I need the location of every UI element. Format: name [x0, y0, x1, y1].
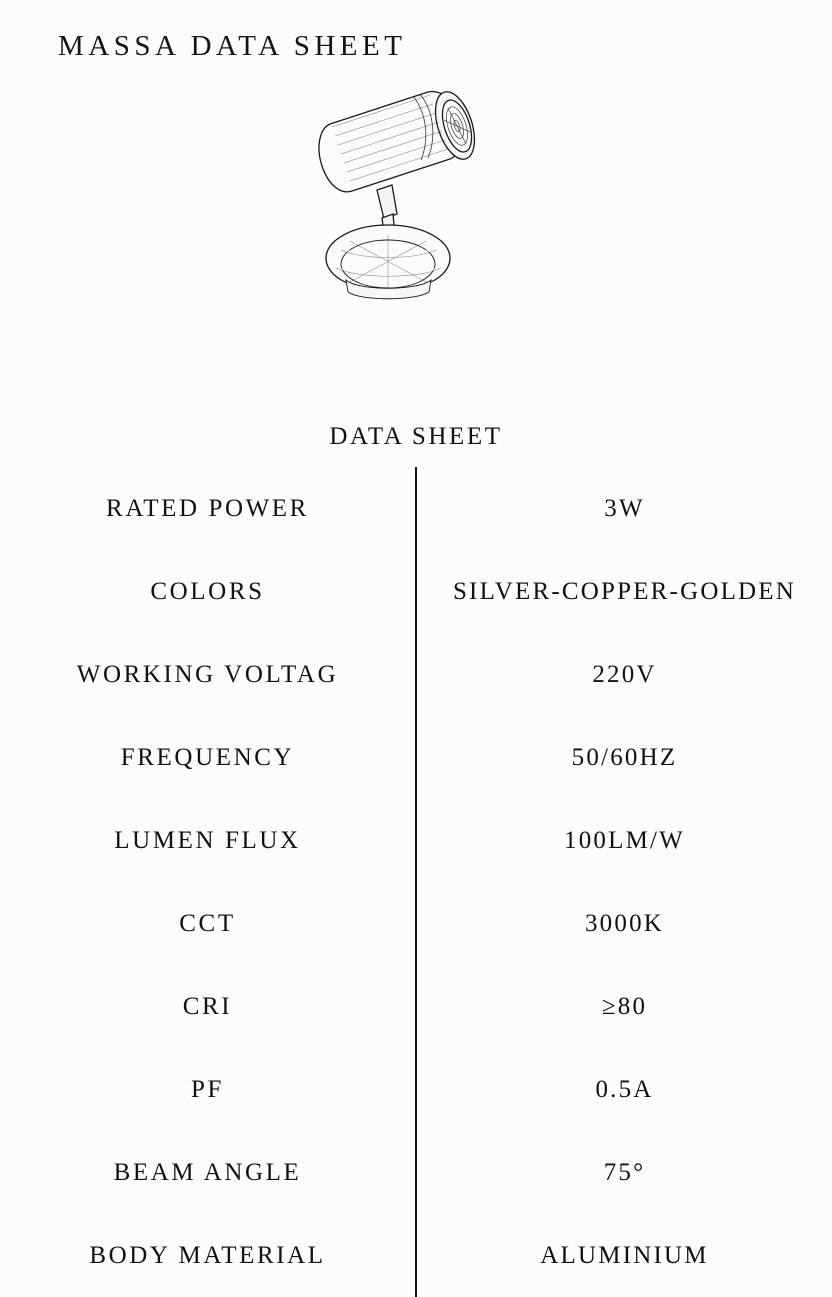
- table-header-title: DATA SHEET: [329, 422, 503, 450]
- row-label: FREQUENCY: [0, 716, 416, 799]
- row-value: ALUMINIUM: [540, 1241, 709, 1269]
- table-row: [0, 1131, 832, 1214]
- row-label: CCT: [0, 882, 416, 965]
- row-label: LUMEN FLUX: [0, 799, 416, 882]
- table-row: [0, 882, 832, 965]
- row-label: CRI: [0, 965, 416, 1048]
- table-row: [0, 799, 832, 882]
- row-label: COLORS: [0, 550, 416, 633]
- row-value: 75°: [603, 1158, 646, 1186]
- table-row: [0, 550, 832, 633]
- row-value: 100LM/W: [564, 826, 685, 854]
- page-title: MASSA DATA SHEET: [58, 30, 407, 62]
- row-label: RATED POWER: [0, 467, 416, 550]
- product-illustration: [300, 78, 540, 323]
- row-label: PF: [0, 1048, 416, 1131]
- row-value: 220V: [592, 660, 657, 688]
- row-value: SILVER-COPPER-GOLDEN: [452, 577, 797, 605]
- row-value: 0.5A: [595, 1075, 654, 1103]
- row-value: 50/60HZ: [571, 743, 678, 771]
- table-header-row: [0, 406, 832, 467]
- row-label: BEAM ANGLE: [0, 1131, 416, 1214]
- data-sheet-table: [0, 406, 832, 1297]
- row-label: WORKING VOLTAG: [0, 633, 416, 716]
- table-row: [0, 1214, 832, 1297]
- row-value: 3W: [604, 494, 645, 522]
- table-row: [0, 1048, 832, 1131]
- row-label: BODY MATERIAL: [0, 1214, 416, 1297]
- table-row: [0, 633, 832, 716]
- row-value: ≥80: [601, 992, 648, 1020]
- data-sheet-table-container: [0, 406, 832, 1297]
- row-value: 3000K: [584, 909, 665, 937]
- table-row: [0, 716, 832, 799]
- wall-spot-light-icon: [300, 78, 540, 323]
- table-row: [0, 965, 832, 1048]
- table-row: [0, 467, 832, 550]
